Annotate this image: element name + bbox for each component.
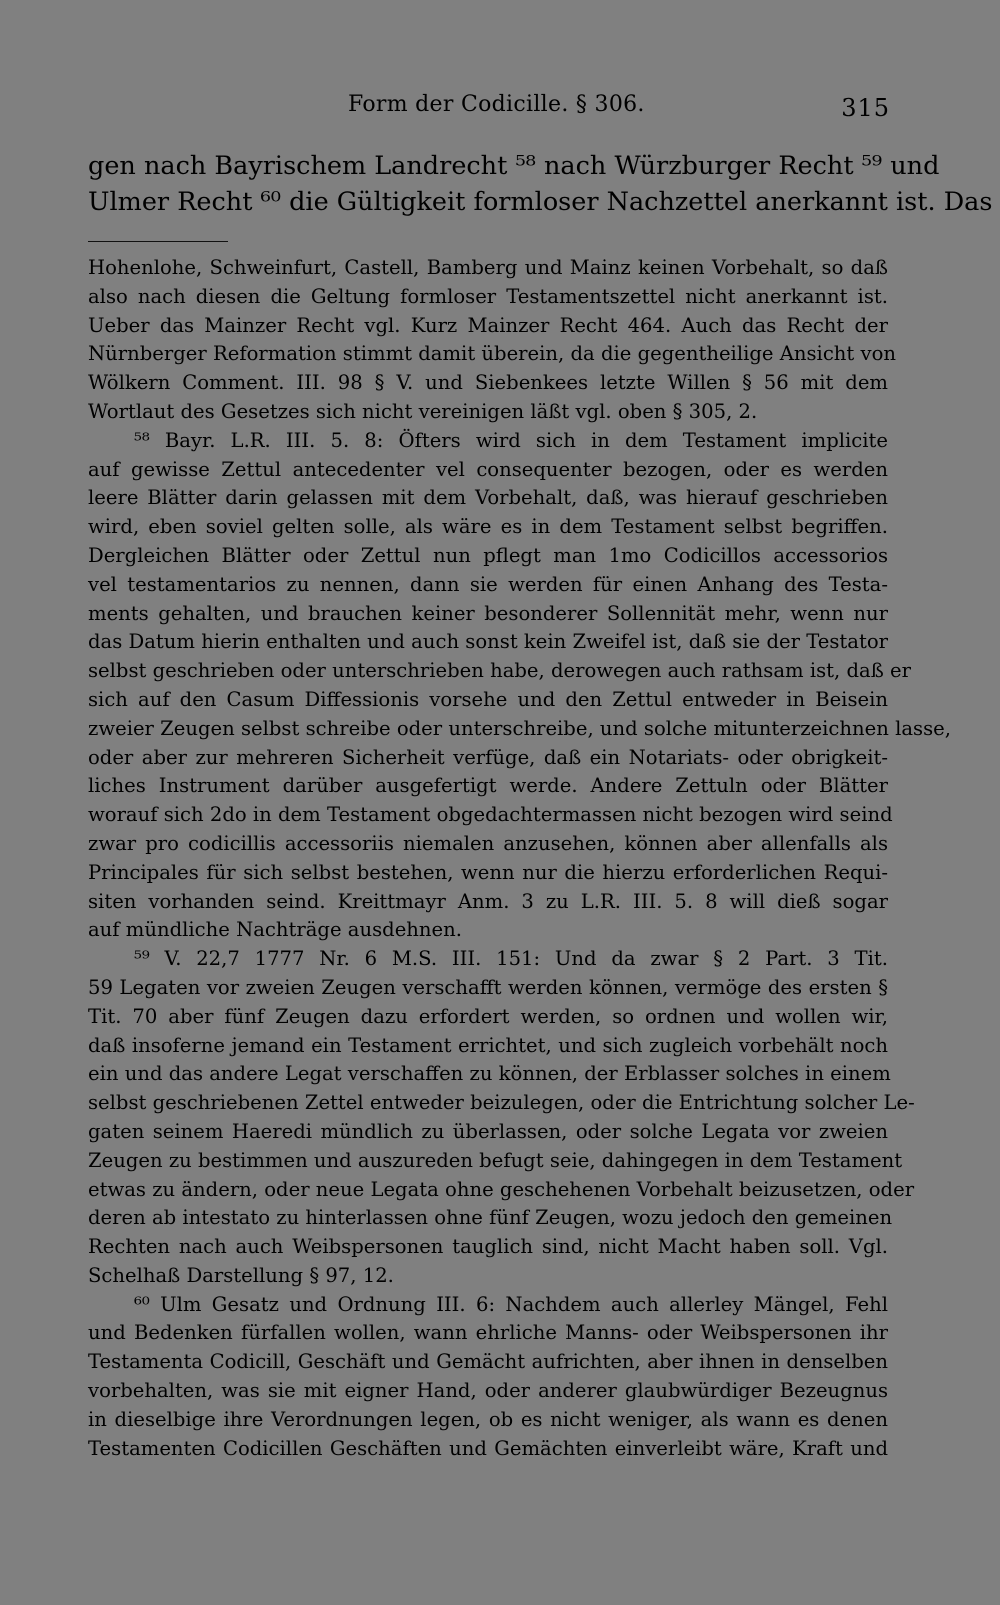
footnote-line: Ueber das Mainzer Recht vgl. Kurz Mainzer Recht 464. Auch das Recht der: [88, 313, 888, 337]
footnote-59-line: gaten seinem Haeredi mündlich zu überlassen, oder solche Legata vor zweien: [88, 1119, 888, 1143]
footnote-58-line: siten vorhanden seind. Kreittmayr Anm. 3 zu L.R. III. 5. 8 will dieß sogar: [88, 889, 888, 913]
footnote-59-line: deren ab intestato zu hinterlassen ohne fünf Zeugen, wozu jedoch den gemeinen: [88, 1206, 893, 1230]
footnote-58-line: oder aber zur mehreren Sicherheit verfüge, daß ein Notariats- oder obrigkeit-: [88, 745, 888, 769]
running-title: Form der Codicille. § 306.: [348, 92, 645, 117]
page-number: 315: [841, 94, 890, 122]
footnote-60-line: Testamenten Codicillen Geschäften und Gemächten einverleibt wäre, Kraft und: [88, 1436, 888, 1460]
footnote-58-line: ments gehalten, und brauchen keiner besonderer Sollennität mehr, wenn nur: [88, 601, 888, 625]
footnote-59-line: ein und das andere Legat verschaffen zu können, der Erblasser solches in einem: [88, 1062, 891, 1086]
footnote-line: Hohenlohe, Schweinfurt, Castell, Bamberg und Mainz keinen Vorbehalt, so daß: [88, 256, 888, 279]
footnote-58-line: vel testamentarios zu nennen, dann sie werden für einen Anhang des Testa-: [88, 572, 888, 596]
footnote-58-line: auf mündliche Nachträge ausdehnen.: [88, 918, 462, 942]
footnote-60-line: und Bedenken fürfallen wollen, wann ehrliche Manns- oder Weibspersonen ihr: [88, 1321, 888, 1345]
footnote-58-line: auf gewisse Zettul antecedenter vel consequenter bezogen, oder es werden: [88, 457, 888, 481]
footnote-58-line: ⁵⁸ Bayr. L.R. III. 5. 8: Öfters wird sich in dem Testament implicite: [134, 428, 888, 452]
footnote-58-line: selbst geschrieben oder unterschrieben habe, derowegen auch rathsam ist, daß er: [88, 659, 911, 683]
footnote-58-line: Principales für sich selbst bestehen, wenn nur die hierzu erforderlichen Requi-: [88, 860, 888, 884]
footnote-59-line: Zeugen zu bestimmen und auszureden befugt seie, dahingegen in dem Testament: [88, 1148, 903, 1172]
footnote-59-line: Schelhaß Darstellung § 97, 12.: [88, 1263, 394, 1287]
footnote-58-line: zwar pro codicillis accessoriis niemalen anzusehen, können aber allenfalls als: [88, 831, 888, 855]
footnote-59-line: daß insoferne jemand ein Testament errichtet, und sich zugleich vorbehält noch: [88, 1033, 888, 1057]
main-text-line: Ulmer Recht ⁶⁰ die Gültigkeit formloser Nachzettel anerkannt ist. Das: [88, 187, 993, 217]
page-header: [88, 92, 890, 126]
footnote-58-line: Dergleichen Blätter oder Zettul nun pflegt man 1mo Codicillos accessorios: [88, 543, 888, 567]
footnote-line: Wölkern Comment. III. 98 § V. und Siebenkees letzte Willen § 56 mit dem: [88, 371, 888, 395]
footnote-58-line: das Datum hierin enthalten und auch sonst kein Zweifel ist, daß sie der Testator: [88, 630, 888, 654]
footnote-60-line: Testamenta Codicill, Geschäft und Gemächt aufrichten, aber ihnen in denselben: [88, 1350, 888, 1374]
main-text-line: gen nach Bayrischem Landrecht ⁵⁸ nach Würzburger Recht ⁵⁹ und: [88, 151, 940, 181]
footnotes: [88, 254, 951, 1463]
footnote-58-line: worauf sich 2do in dem Testament obgedachtermassen nicht bezogen wird seind: [88, 803, 893, 827]
footnote-59-line: Rechten nach auch Weibspersonen tauglich sind, nicht Macht haben soll. Vgl.: [88, 1235, 888, 1259]
footnote-59-line: etwas zu ändern, oder neue Legata ohne geschehenen Vorbehalt beizusetzen, oder: [88, 1177, 915, 1201]
footnote-line: Wortlaut des Gesetzes sich nicht vereinigen läßt vgl. oben § 305, 2.: [88, 399, 758, 423]
footnote-59-line: selbst geschriebenen Zettel entweder beizulegen, oder die Entrichtung solcher Le-: [88, 1091, 915, 1115]
footnote-60-line: in dieselbige ihre Verordnungen legen, ob es nicht weniger, als wann es denen: [88, 1407, 888, 1431]
footnote-58-line: liches Instrument darüber ausgefertigt werde. Andere Zettuln oder Blätter: [88, 774, 888, 798]
footnote-59-line: Tit. 70 aber fünf Zeugen dazu erfordert werden, so ordnen und wollen wir,: [88, 1004, 888, 1028]
footnote-58-line: zweier Zeugen selbst schreibe oder unterschreibe, und solche mitunterzeichnen lasse,: [88, 716, 951, 740]
footnote-58-line: sich auf den Casum Diffessionis vorsehe und den Zettul entweder in Beisein: [88, 687, 888, 711]
footnote-line: also nach diesen die Geltung formloser Testamentszettel nicht anerkannt ist.: [88, 284, 888, 308]
footnote-60-line: ⁶⁰ Ulm Gesatz und Ordnung III. 6: Nachdem auch allerley Mängel, Fehl: [134, 1292, 888, 1316]
footnote-59-line: 59 Legaten vor zweien Zeugen verschafft werden können, vermöge des ersten §: [88, 975, 888, 999]
footnote-58-line: leere Blätter darin gelassen mit dem Vorbehalt, daß, was hierauf geschrieben: [88, 486, 888, 510]
footnote-separator: [88, 241, 228, 242]
footnote-58-line: wird, eben soviel gelten solle, als wäre es in dem Testament selbst begriffen.: [88, 515, 888, 539]
page-body: [88, 148, 993, 1463]
footnote-59-line: ⁵⁹ V. 22,7 1777 Nr. 6 M.S. III. 151: Und da zwar § 2 Part. 3 Tit.: [134, 947, 888, 971]
main-text: [88, 148, 993, 220]
footnote-line: Nürnberger Reformation stimmt damit überein, da die gegentheilige Ansicht von: [88, 342, 896, 366]
footnote-60-line: vorbehalten, was sie mit eigner Hand, oder anderer glaubwürdiger Bezeugnus: [88, 1379, 888, 1403]
